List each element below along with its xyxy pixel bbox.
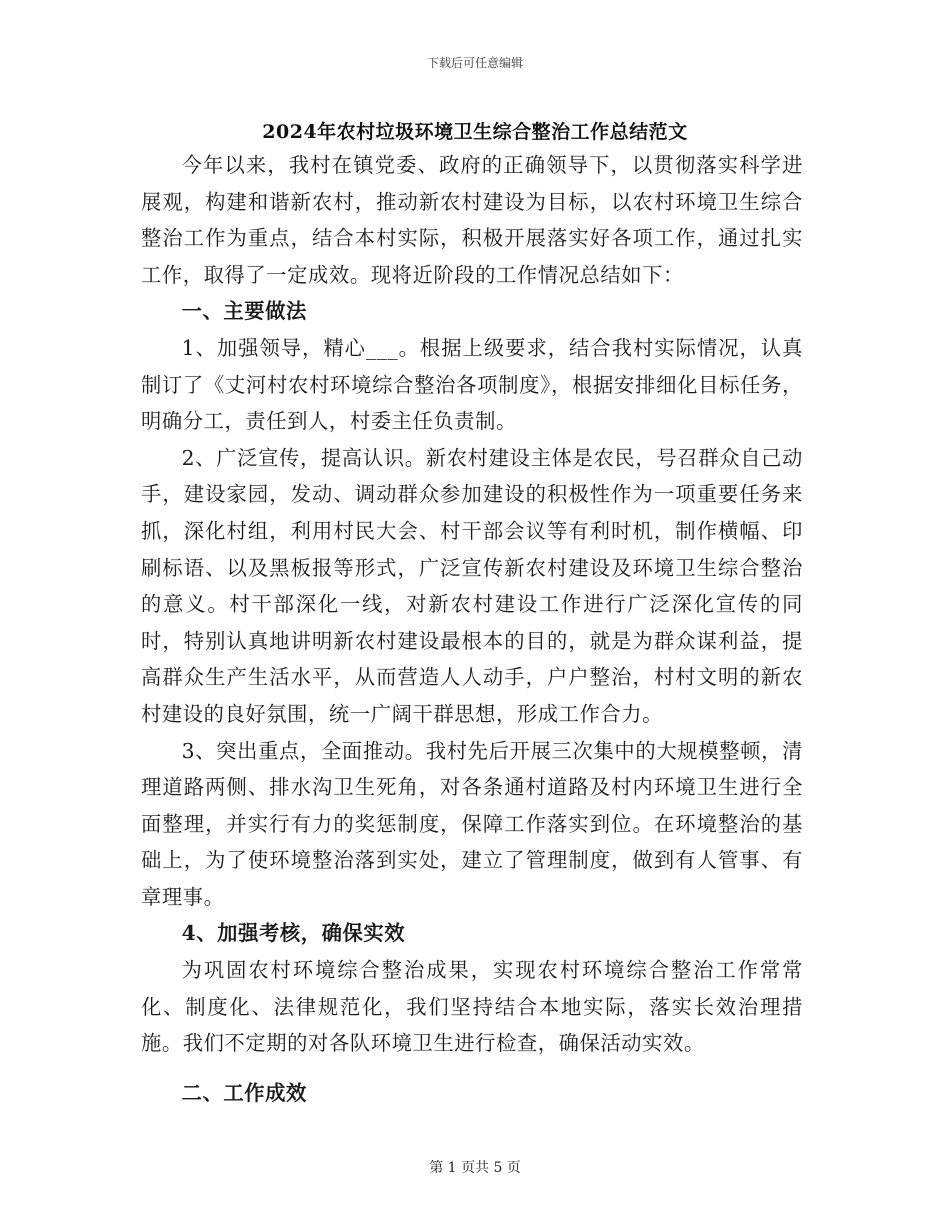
page-number-footer: 第 1 页共 5 页 <box>429 1160 521 1176</box>
paragraph-item-4: 为巩固农村环境综合整治成果，实现农村环境综合整治工作常常化、制度化、法律规范化，我们坚持结合本地实际，落实长效治理措施。我们不定期的对各队环境卫生进行检查，确保活动实效。 <box>141 958 803 1056</box>
paragraph-item-1: 1、加强领导，精心___。根据上级要求，结合我村实际情况，认真制订了《丈河村农村环境综合整治各项制度》，根据安排细化目标任务，明确分工，责任到人，村委主任负责制。 <box>141 335 803 434</box>
section-heading-work-results: 二、工作成效 <box>181 1080 307 1105</box>
section-heading-main-practices: 一、主要做法 <box>181 299 307 324</box>
header-note: 下载后可任意编辑 <box>426 56 523 70</box>
subheading-item-4: 4、加强考核，确保实效 <box>181 921 406 946</box>
intro-paragraph: 今年以来，我村在镇党委、政府的正确领导下，以贯彻落实科学进展观，构建和谐新农村，推动新农村建设为目标，以农村环境卫生综合整治工作为重点，结合本村实际，积极开展落实好各项工作，通过扎实工作，取得了一定成效。现将近阶段的工作情况总结如下： <box>141 153 803 287</box>
document-body <box>141 147 803 1111</box>
document-title: 2024年农村垃圾环境卫生综合整治工作总结范文 <box>262 121 688 143</box>
paragraph-item-3: 3、突出重点，全面推动。我村先后开展三次集中的大规模整顿，清理道路两侧、排水沟卫生死角，对各条通村道路及村内环境卫生进行全面整理，并实行有力的奖惩制度，保障工作落实到位。在环境整治的基础上，为了使环境整治落到实处，建立了管理制度，做到有人管事、有章理事。 <box>141 738 803 909</box>
paragraph-item-2: 2、广泛宣传，提高认识。新农村建设主体是农民，号召群众自己动手，建设家园，发动、调动群众参加建设的积极性作为一项重要任务来抓，深化村组，利用村民大会、村干部会议等有利时机，制作横幅、印刷标语、以及黑板报等形式，广泛宣传新农村建设及环境卫生综合整治的意义。村干部深化一线，对新农村建设工作进行广泛深化宣传的同时，特别认真地讲明新农村建设最根本的目的，就是为群众谋利益，提高群众生产生活水平，从而营造人人动手，户户整治，村村文明的新农村建设的良好氛围，统一广阔干群思想，形成工作合力。 <box>141 445 803 726</box>
